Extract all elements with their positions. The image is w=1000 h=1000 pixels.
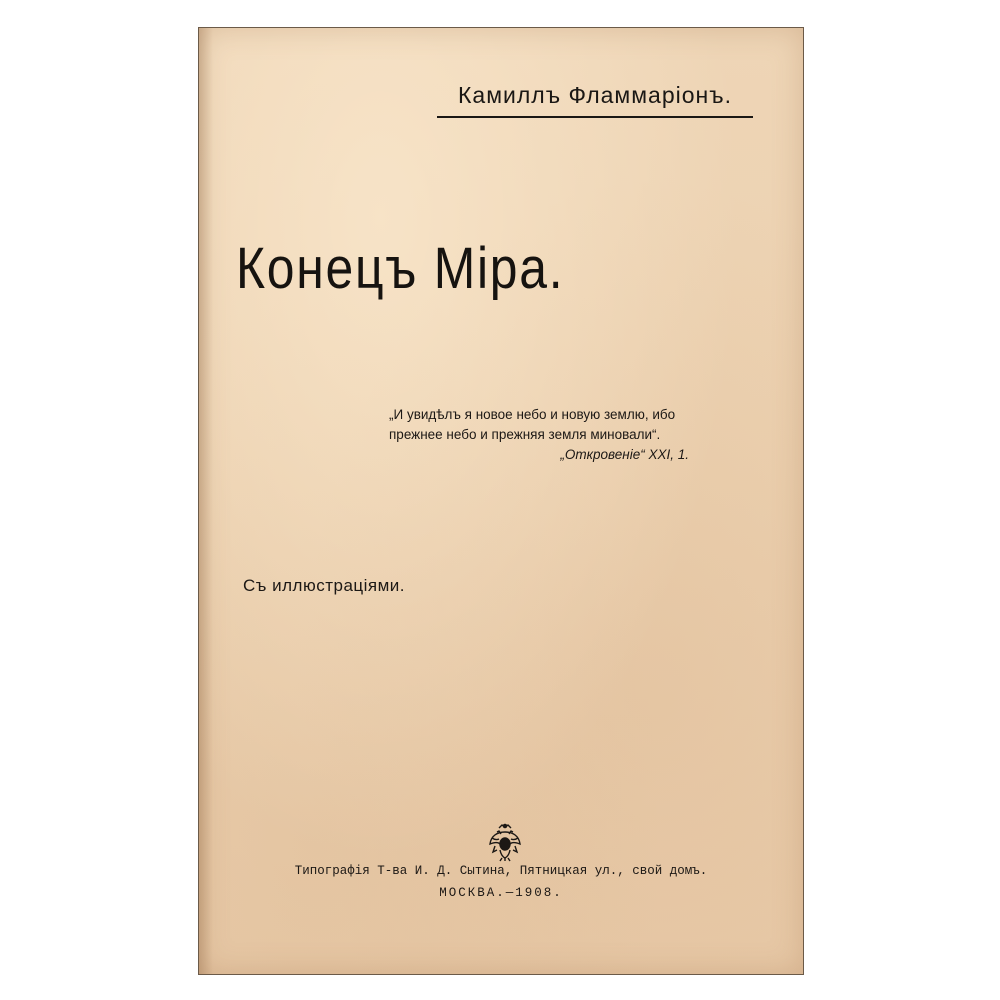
- epigraph-line-1: „И увидѣлъ я новое небо и новую землю, ибо: [389, 407, 676, 422]
- city-year: МОСКВА.—1908.: [439, 886, 563, 900]
- printer-line: Типографiя Т-ва И. Д. Сытина, Пятницкая ул., свой домъ.: [294, 864, 708, 878]
- illustrations-note: Съ иллюстрацiями.: [243, 576, 406, 595]
- author-name: Камиллъ Фламмарiонъ.: [458, 82, 732, 108]
- epigraph: [389, 405, 749, 465]
- book-title: Конецъ Мiра.: [236, 236, 565, 301]
- author-underline: [437, 116, 753, 118]
- spine-shadow: [199, 28, 213, 974]
- epigraph-line-2: прежнее небо и прежняя земля миновали“.: [389, 427, 661, 442]
- double-headed-eagle-icon: [487, 822, 523, 862]
- title-page: [198, 27, 804, 975]
- epigraph-source: „Откровенiе“ XXI, 1.: [560, 447, 689, 462]
